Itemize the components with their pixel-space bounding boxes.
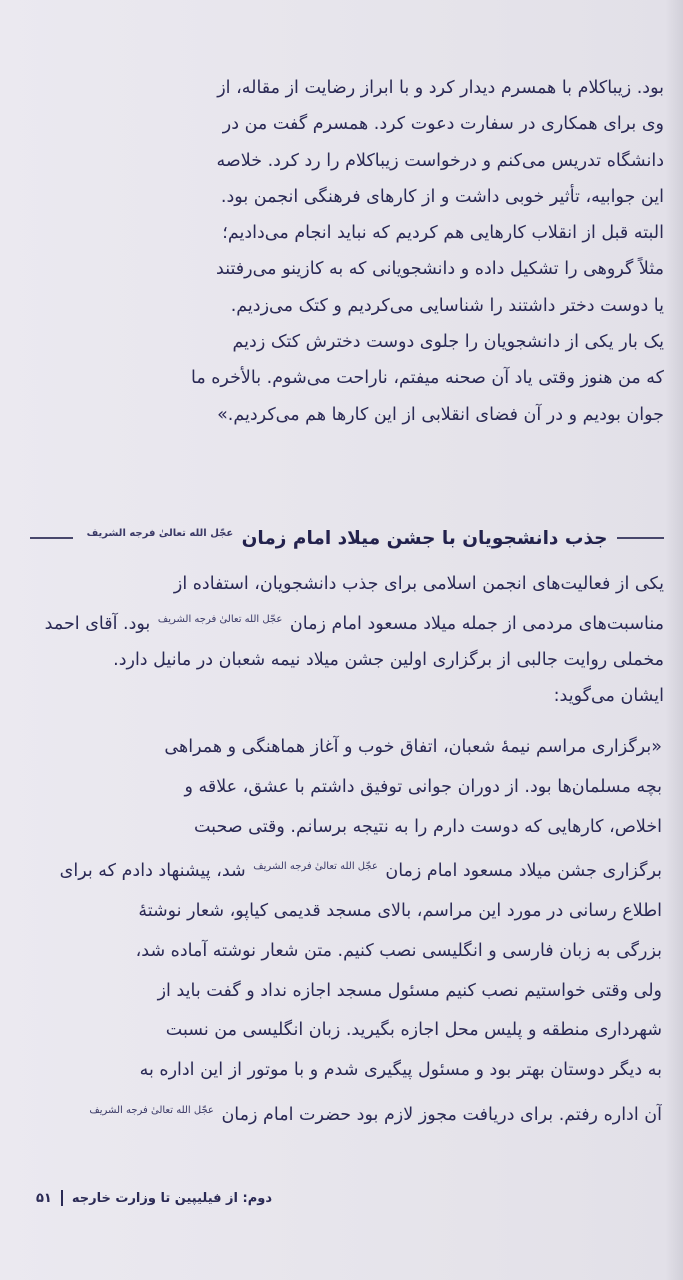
- text-line: یکی از فعالیت‌های انجمن اسلامی برای جذب دانشجویان، استفاده از: [173, 574, 664, 594]
- paragraph-intro: [30, 566, 664, 714]
- text-line: البته قبل از انقلاب کارهایی هم کردیم که نباید انجام می‌دادیم؛: [222, 223, 664, 244]
- page-footer: [36, 1190, 272, 1206]
- section-heading: [30, 518, 664, 558]
- text-line: ایشان می‌گوید:: [553, 685, 664, 706]
- text-line: یا دوست دختر داشتند را شناسایی می‌کردیم و کتک می‌زدیم.: [230, 295, 664, 316]
- text-line: ولی وقتی خواستیم نصب کنیم مسئول مسجد اجازه نداد و گفت باید از: [157, 980, 662, 1001]
- chapter-title: دوم: از فیلیپین تا وزارت خارجه: [71, 1190, 272, 1206]
- text-line: آن اداره رفتم. برای دریافت مجوز لازم بود حضرت امام زمان $^{عجّل الله تعالیٰ فرجه الشریف}$: [89, 1104, 662, 1125]
- text-line: این جوابیه، تأثیر خوبی داشت و از کارهای فرهنگی انجمن بود.: [220, 186, 664, 207]
- text-line: بچه مسلمان‌ها بود. از دوران جوانی توفیق داشتم با عشق، علاقه و: [184, 776, 662, 797]
- heading-rule-left: [30, 537, 73, 539]
- text-line: که من هنوز وقتی یاد آن صحنه میفتم، ناراحت می‌شوم. بالأخره ما: [190, 368, 664, 389]
- footer-separator: [61, 1190, 63, 1206]
- text-line: «برگزاری مراسم نیمهٔ شعبان، اتفاق خوب و آغاز هماهنگی و همراهی: [164, 737, 662, 757]
- text-line: اطلاع رسانی در مورد این مراسم، بالای مسجد قدیمی کیاپو، شعار نوشتهٔ: [138, 901, 662, 922]
- heading-title: جذب دانشجویان با جشن میلاد امام زمان: [241, 527, 608, 549]
- honorific-mark: عجّل الله تعالیٰ فرجه الشریف: [86, 528, 234, 540]
- text-line: دانشگاه تدریس می‌کنم و درخواست زیباکلام را رد کرد. خلاصه: [216, 150, 664, 171]
- honorific-mark: عجّل الله تعالیٰ فرجه الشریف: [253, 861, 378, 873]
- honorific-mark: عجّل الله تعالیٰ فرجه الشریف: [157, 614, 283, 625]
- text-line: اخلاص، کارهایی که دوست دارم را به نتیجه برسانم. وقتی صحبت: [193, 816, 662, 837]
- page-number: ۵۱: [36, 1190, 52, 1206]
- section-heading-text: [85, 528, 608, 549]
- paragraph-quote-end: [36, 70, 664, 433]
- text-line: بود. زیباکلام با همسرم دیدار کرد و با ابراز رضایت از مقاله، از: [217, 78, 664, 98]
- text-line: مخملی روایت جالبی از برگزاری اولین جشن میلاد نیمه شعبان در مانیل دارد.: [113, 649, 664, 670]
- text-line: شهرداری منطقه و پلیس محل اجازه بگیرید. زبان انگلیسی من نسبت: [165, 1020, 662, 1041]
- paragraph-quote: [40, 728, 662, 1136]
- text-line: به دیگر دوستان بهتر بود و مسئول پیگیری شدم و با موتور از این اداره به: [139, 1060, 662, 1081]
- text-line: وی برای همکاری در سفارت دعوت کرد. همسرم گفت من در: [222, 114, 664, 135]
- text-line: جوان بودیم و در آن فضای انقلابی از این کارها هم می‌کردیم.»: [217, 404, 664, 425]
- spine-shadow: [665, 0, 683, 1280]
- text-line: یک بار یکی از دانشجویان را جلوی دوست دخترش کتک زدیم: [232, 332, 664, 353]
- honorific-mark: عجّل الله تعالیٰ فرجه الشریف: [89, 1105, 214, 1116]
- text-line: مناسبت‌های مردمی از جمله میلاد مسعود امام زمان $^{عجّل الله تعالیٰ فرجه الشریف}$ بود. آقای احمد: [44, 613, 664, 634]
- text-line: برگزاری جشن میلاد مسعود امام زمان $^{عجّل الله تعالیٰ فرجه الشریف}$ شد، پیشنهاد دادم که برای: [59, 861, 662, 882]
- text-line: مثلاً گروهی را تشکیل داده و دانشجویانی که به کازینو می‌رفتند: [216, 259, 664, 280]
- text-line: بزرگی به زبان فارسی و انگلیسی نصب کنیم. متن شعار نوشته آماده شد،: [135, 940, 662, 961]
- heading-rule-right: [617, 537, 664, 539]
